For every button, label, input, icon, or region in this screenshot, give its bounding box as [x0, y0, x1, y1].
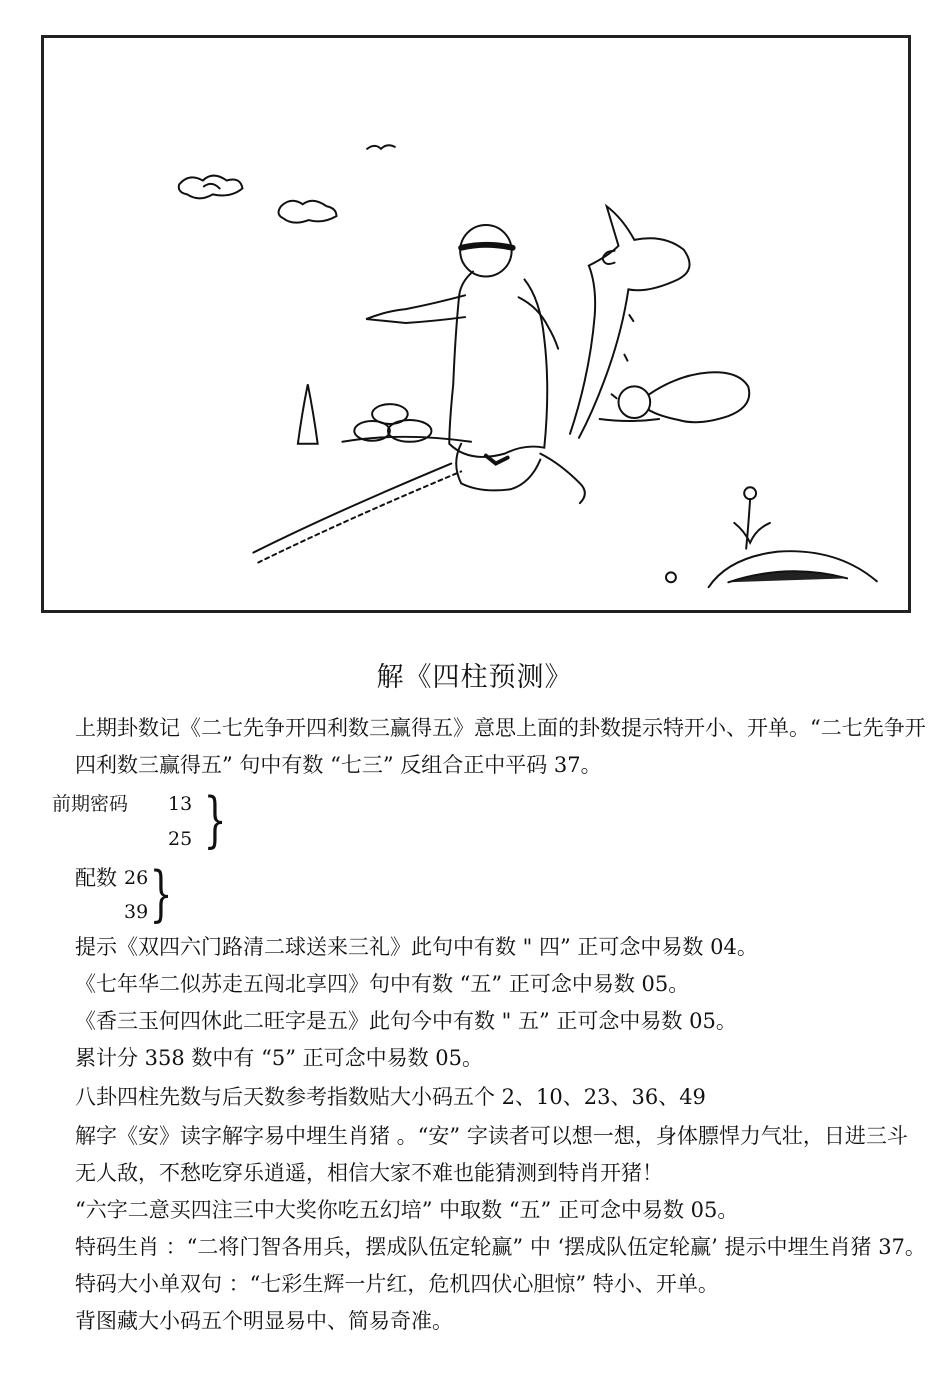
tree-stump-icon [570, 206, 690, 438]
pairing-label: 配数 [75, 866, 117, 890]
hint-line: 背图藏大小码五个明显易中、简易奇准。 [75, 1309, 453, 1333]
blindfolded-person-icon [366, 225, 585, 503]
illustration-drawing [44, 38, 908, 610]
hint-line: 无人敌，不愁吃穿乐逍遥，相信大家不难也能猜测到特肖开猪！ [75, 1161, 663, 1185]
illustration [41, 35, 911, 613]
cloud-icon [179, 176, 243, 199]
flower-bush-icon [709, 487, 877, 587]
intro-line: 四利数三赢得五” 句中有数 “七三” 反组合正中平码 37。 [75, 753, 602, 777]
hint-line: 解字《安》读字解字易中埋生肖猪 。“安” 字读者可以想一想，身体膘悍力气壮，日进三斗 [75, 1124, 908, 1148]
brace-icon: } [149, 859, 173, 929]
stele-icon [298, 384, 318, 443]
intro-line: 上期卦数记《二七先争开四利数三赢得五》意思上面的卦数提示特开小、开单。“二七先争开 [75, 716, 926, 740]
page-title: 解《四柱预测》 [376, 662, 573, 693]
lying-child-icon [600, 372, 750, 422]
hint-line: 《香三玉何四休此二旺字是五》此句今中有数 " 五” 正可念中易数 05。 [75, 1009, 737, 1033]
hint-line: 八卦四柱先数与后天数参考指数贴大小码五个 2、10、23、36、49 [75, 1085, 706, 1109]
pairing-value: 26 [124, 867, 149, 889]
flower-icon [666, 572, 676, 582]
hint-line: 特码大小单双句 ：“七彩生辉一片红，危机四伏心胆惊” 特小、开单。 [75, 1272, 719, 1296]
hint-line: “六字二意买四注三中大奖你吃五幻培” 中取数 “五” 正可念中易数 05。 [75, 1198, 739, 1222]
cloud-icon [279, 201, 337, 223]
path-line [258, 471, 461, 562]
previous-codes-label: 前期密码 [52, 793, 129, 815]
brace-icon: } [203, 785, 227, 855]
previous-code-value: 13 [168, 793, 193, 815]
hint-line: 特码生肖 ：“二将门智各用兵，摆成队伍定轮赢” 中 ‘摆成队伍定轮赢’ 提示中埋生肖猪 37。 [75, 1235, 926, 1259]
bird-icon [367, 145, 395, 149]
hint-line: 《七年华二似苏走五闯北享四》句中有数 “五” 正可念中易数 05。 [75, 972, 690, 996]
path-line [253, 464, 451, 553]
pairing-value: 39 [124, 901, 149, 923]
hint-line: 提示《双四六门路清二球送来三礼》此句中有数 " 四” 正可念中易数 04。 [75, 935, 758, 959]
previous-code-value: 25 [168, 828, 193, 850]
hint-line: 累计分 358 数中有 “5” 正可念中易数 05。 [75, 1046, 484, 1070]
